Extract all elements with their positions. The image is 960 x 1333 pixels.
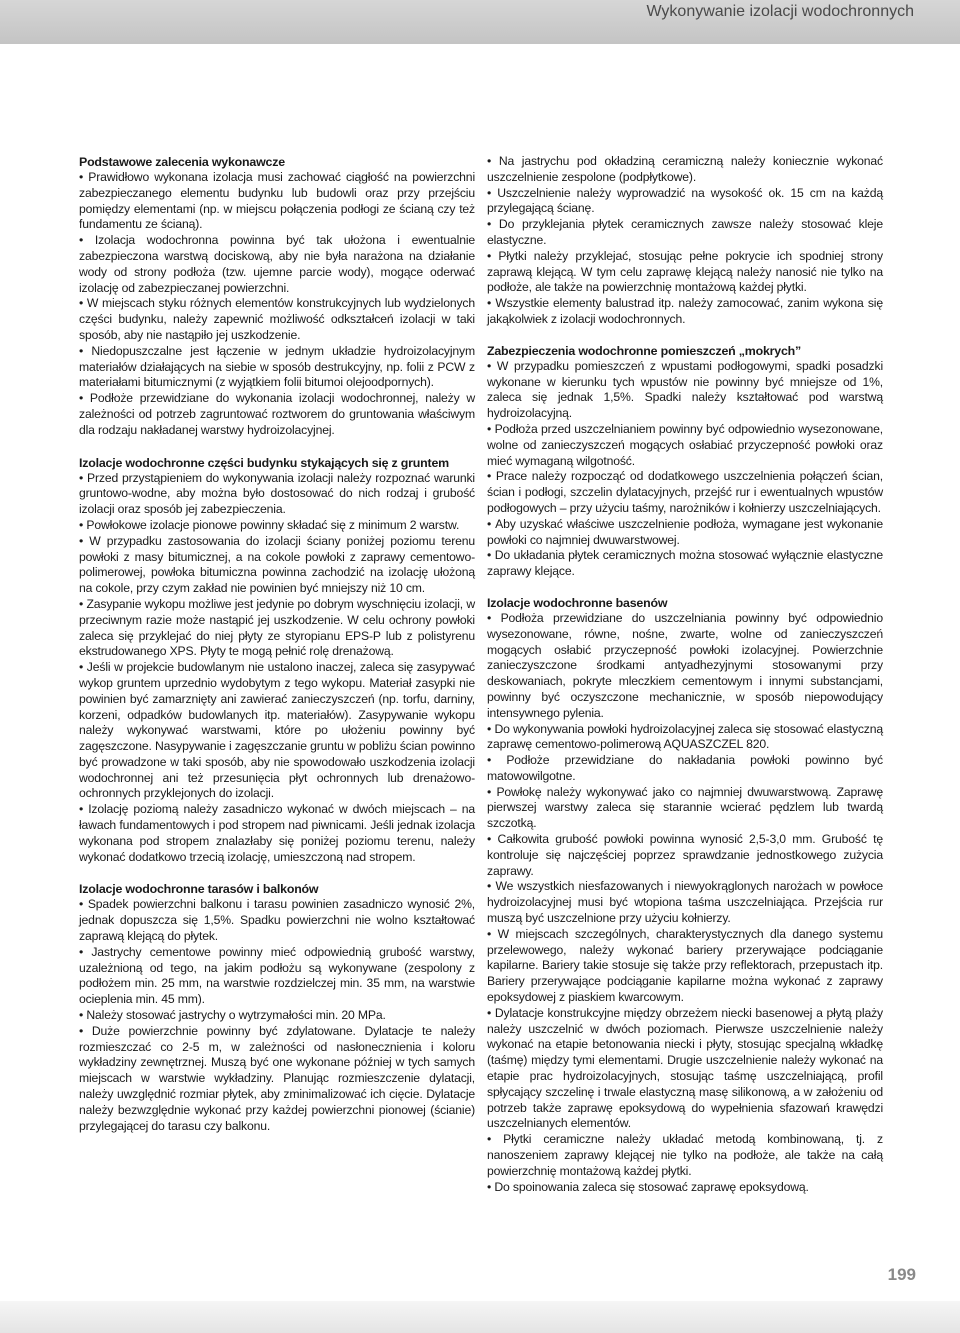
list-item: • Podłoże przewidziane do wykonania izolacji wodochronnej, należy w zależności od potrzeb zagruntować roztworem do gruntowania właściwym dla rodzaju nakładanej warstwy hydroizolacyjnej. [79, 391, 475, 438]
section-heading: Izolacje wodochronne tarasów i balkonów [79, 882, 319, 897]
list-item: • Izolację poziomą należy zasadniczo wykonać w dwóch miejscach – na ławach fundamentowych i pod stropem nad piwnicami. Jeśli jednak izolacja wykonana pod stropem znalazłaby się poniżej poziomu terenu, należy wykonać dodatkowo trzecią izolację, umieszczoną nad stropem. [79, 802, 475, 865]
list-item: • W przypadku zastosowania do izolacji ściany poniżej poziomu terenu powłoki z masy bitumicznej, a na cokole powłoki z zaprawy cementowo-polimerowej, powłoka bitumiczna powinna zachodzić na izolację ułożoną na cokole, przy czym zakład nie powinien być mniejszy niż 10 cm. [79, 534, 475, 597]
section-heading: Izolacje wodochronne części budynku stykających się z gruntem [79, 455, 449, 470]
list-item: • Izolacja wodochronna powinna być tak ułożona i ewentualnie zabezpieczona warstwą dociskową, aby nie była narażona na działanie wody od strony podłoża (tzw. ujemne parcie wody), mogące oderwać izolację od zabezpieczanej powierzchni. [79, 233, 475, 296]
bullet-list [79, 471, 475, 866]
list-item: • Duże powierzchnie powinny być zdylatowane. Dylatacje te należy rozmieszczać co 2-5 m, w zależności od nasłonecznienia i koloru wykładziny zewnętrznej. Muszą być one wykonane później w tych samych miejscach w warstwie wykładziny. Planując rozmieszczenie dylatacji, należy uwzględnić rozmiar płytek, aby zminimalizować ich cięcie. Dylatacje należy bezwzględnie wykonać przy każdej powierzchni pionowej (ścianie) przylegającej do tarasu czy balkonu. [79, 1024, 475, 1135]
list-item: • Spadek powierzchni balkonu i tarasu powinien zasadniczo wynosić 2%, jednak dopuszcza się 1,5%. Spadku powierzchni nie wolno kształtować zaprawą klejącą do płytek. [79, 897, 475, 944]
list-item: • Wszystkie elementy balustrad itp. należy zamocować, zanim wykona się jakąkolwiek z izolacji wodochronnych. [487, 296, 883, 328]
list-item: • Do przyklejania płytek ceramicznych zawsze należy stosować kleje elastyczne. [487, 217, 883, 249]
list-item: • Jeśli w projekcie budowlanym nie ustalono inaczej, zaleca się zasypywać wykop gruntem uprzednio wydobytym z tego wykopu. Materiał zasypki nie powinien być zamarznięty ani zawierać zanieczyszczeń (np. torfu, darniny, korzeni, odpadków budowlanych itp. materiałów). Zasypywanie wykopu należy wykonywać warstwami, które po ułożeniu powinny być zagęszczone. Nasypywanie i zagęszczanie gruntu w pobliżu ścian powinno być prowadzone w taki sposób, aby nie spowodowało uszkodzenia izolacji wodochronnej ani też przesunięcia płyt ochronnych lub drenażowo-ochronnych przyklejonych do izolacji. [79, 660, 475, 802]
list-item: • W przypadku pomieszczeń z wpustami podłogowymi, spadki posadzki wykonane w kierunku tych wpustów nie powinny być mniejsze od 1%, zaleca się jednak 1,5%. Spadki należy kształtować pod warstwą hydroizolacyjną. [487, 359, 883, 422]
list-item: • Podłoże przewidziane do nakładania powłoki powinno być matowowilgotne. [487, 753, 883, 785]
list-item: • Przed przystąpieniem do wykonywania izolacji należy rozpoznać warunki gruntowo-wodne, aby można było dostosować do nich rodzaj i grubość izolacji oraz sposób jej zabezpieczenia. [79, 471, 475, 518]
list-item: • W miejscach styku różnych elementów konstrukcyjnych lub wydzielonych części budynku, należy zapewnić możliwość odkształceń izolacji w taki sposób, aby nie nastąpiło jej uszkodzenie. [79, 296, 475, 343]
page-header-band [0, 0, 960, 44]
list-item: • We wszystkich niesfazowanych i niewyokrąglonych narożach w powłoce hydroizolacyjnej musi być wtopiona taśma uszczelniająca. Przejścia rur muszą być uszczelnione przy użyciu kołnierzy. [487, 879, 883, 926]
section-heading: Podstawowe zalecenia wykonawcze [79, 155, 285, 169]
list-item: • Na jastrychu pod okładziną ceramiczną należy koniecznie wykonać uszczelnienie zespolone (podpłytkowe). [487, 154, 883, 186]
list-item: • Całkowita grubość powłoki powinna wynosić 2,5-3,0 mm. Grubość tę kontroluje się najczęściej poprzez sprawdzanie jednostkowego zużycia zaprawy. [487, 832, 883, 879]
right-column [487, 154, 883, 1195]
list-item: • Prawidłowo wykonana izolacja musi zachować ciągłość na powierzchni zabezpieczanego elementu budynku lub budowli oraz przy przejściu pomiędzy elementami (np. w miejscu połączenia podłogi ze ścianą czy też fundamentu ze ścianą). [79, 170, 475, 233]
list-item: • Powłokowe izolacje pionowe powinny składać się z minimum 2 warstw. [79, 518, 475, 534]
list-item: • Do wykonywania powłoki hydroizolacyjnej zaleca się stosować elastyczną zaprawę cementowo-polimerową AQUASZCZEL 820. [487, 722, 883, 754]
list-item: • Powłokę należy wykonywać jako co najmniej dwuwarstwową. Zaprawę pierwszej warstwy zaleca się starannie wcierać pędzlem lub twardą szczotką. [487, 785, 883, 832]
section-heading: Izolacje wodochronne basenów [487, 595, 668, 610]
page-number: 199 [887, 1265, 916, 1284]
list-item: • Uszczelnienie należy wyprowadzić na wysokość ok. 15 cm na każdą przylegającą ścianę. [487, 186, 883, 218]
list-item: • Aby uzyskać właściwe uszczelnienie podłoża, wymagane jest wykonanie powłoki co najmniej dwuwarstwowej. [487, 517, 883, 549]
list-item: • Prace należy rozpocząć od dodatkowego uszczelnienia połączeń ścian, ścian i podłogi, szczelin dylatacyjnych, przejść rur i ewentualnych wpustów podłogowych – przy użyciu taśmy, narożników i kołnierzy uszczelniających. [487, 469, 883, 516]
list-item: • Jastrychy cementowe powinny mieć odpowiednią grubość warstwy, uzależnioną od tego, na jakim podłożu są wykonywane (zespolony z podłożem min. 25 mm, na warstwie rozdzielczej min. 35 mm, na warstwie ocieplenia min. 45 mm). [79, 945, 475, 1008]
list-item: • Do układania płytek ceramicznych można stosować wyłącznie elastyczne zaprawy klejące. [487, 548, 883, 580]
section-heading: Zabezpieczenia wodochronne pomieszczeń „mokrych” [487, 343, 802, 358]
page-footer-band [0, 1301, 960, 1333]
list-item: • W miejscach szczególnych, charakterystycznych dla danego systemu przelewowego, należy wykonać bariery przerywające podciąganie kapilarne. Bariery takie stosuje się także przy reflektorach, przepustach itp. Bariery przerywające podciąganie kapilarne można wykonać z zaprawy epoksydowej z piaskiem kwarcowym. [487, 927, 883, 1006]
list-item: • Płytki należy przyklejać, stosując pełne pokrycie ich spodniej strony zaprawą klejącą. W tym celu zaprawę klejącą należy nanosić nie tylko na podłoże, ale także na powierzchnię montażową każdej płytki. [487, 249, 883, 296]
bullet-list [487, 611, 883, 1195]
bullet-list [79, 897, 475, 1134]
list-item: • Podłoża przed uszczelnianiem powinny być odpowiednio wysezonowane, wolne od zanieczyszczeń mogących osłabiać przyczepność powłoki oraz mieć wymaganą wilgotność. [487, 422, 883, 469]
running-header-title: Wykonywanie izolacji wodochronnych [646, 3, 914, 20]
list-item: • Dylatacje konstrukcyjne między obrzeżem niecki basenowej a płytą plaży należy uszczelnić w dwóch poziomach. Pierwsze uszczelnienie należy wykonać na etapie betonowania niecki i płyty, stosując specjalną wkładkę (taśmę) między tymi elementami. Drugie uszczelnienie należy wykonać na etapie prac hydroizolacyjnych, stosując taśmę uszczelniającą, profil spłycający szczelinę i trwale elastyczną masę silikonową, a w założeniu od potrzeb także zaprawę epoksydową do wypełnienia sfazowań krawędzi uszczelnianych elementów. [487, 1006, 883, 1132]
list-item: • Należy stosować jastrychy o wytrzymałości min. 20 MPa. [79, 1008, 475, 1024]
bullet-list [487, 359, 883, 580]
list-item: • Podłoża przewidziane do uszczelniania powinny być odpowiednio wysezonowane, równe, nośne, zwarte, wolne od zanieczyszczeń mogących osłabić przyczepność powłoki izolacyjnej. Powierzchnie zanieczyszczone środkami antyadhezyjnymi stosowanymi przy deskowaniach, pokryte mleczkiem cementowym i innymi substancjami, powinny być oczyszczone mechanicznie, w sposób niepowodujący intensywnego pylenia. [487, 611, 883, 722]
bullet-list [487, 154, 883, 328]
bullet-list [79, 170, 475, 439]
list-item: • Płytki ceramiczne należy układać metodą kombinowaną, tj. z nanoszeniem zaprawy klejącej nie tylko na podłoże, ale także na całą powierzchnię montażową każdej płytki. [487, 1132, 883, 1179]
left-column [79, 154, 475, 1134]
list-item: • Zasypanie wykopu możliwe jest jedynie po dobrym wyschnięciu izolacji, w przeciwnym razie może nastąpić jej uszkodzenie. W celu ochrony powłoki zaleca się przyklejać do niej płyty ze styropianu EPS-P lub z polistyrenu ekstrudowanego XPS. Płyty te mogą pełnić rolę drenażową. [79, 597, 475, 660]
list-item: • Niedopuszczalne jest łączenie w jednym układzie hydroizolacyjnym materiałów działających na siebie w sposób destrukcyjny, np. folii z PCW z materiałami bitumicznymi (z wyjątkiem folii bitumoi olejoodpornych). [79, 344, 475, 391]
list-item: • Do spoinowania zaleca się stosować zaprawę epoksydową. [487, 1180, 883, 1196]
